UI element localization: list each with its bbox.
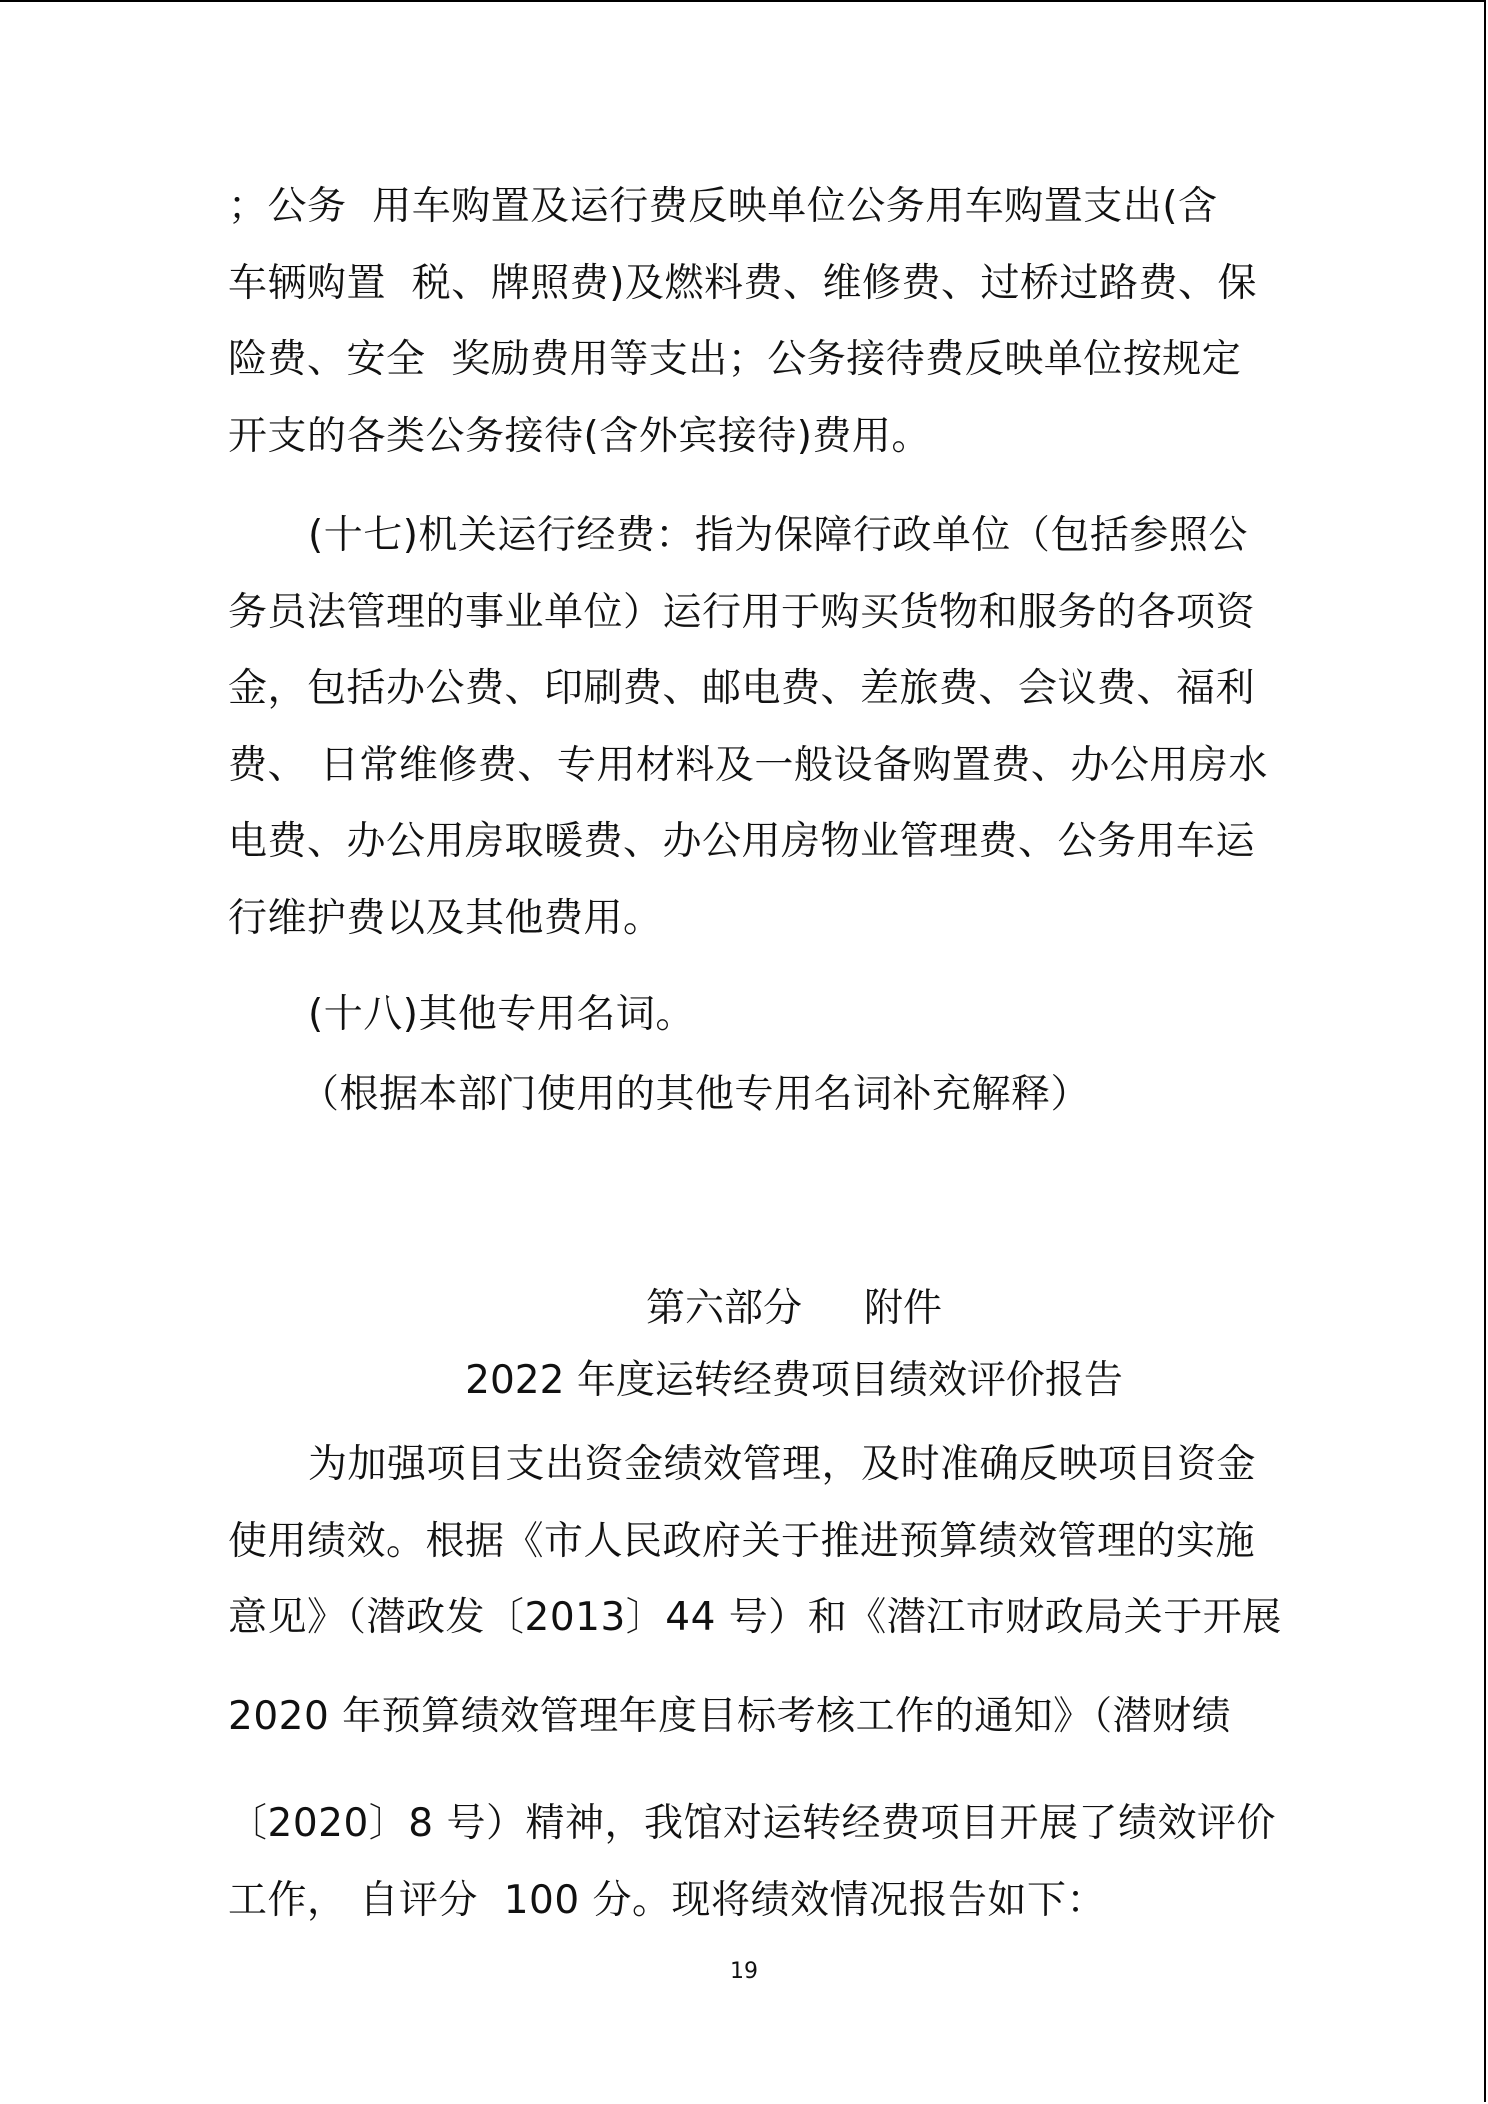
paragraph-line: （根据本部门使用的其他专用名词补充解释）: [300, 1072, 1091, 1117]
paragraph-line: ；公务 用车购置及运行费反映单位公务用车购置支出(含: [228, 184, 1218, 229]
paragraph-line: 开支的各类公务接待(含外宾接待)费用。: [228, 414, 931, 459]
paragraph-line: 行维护费以及其他费用。: [228, 896, 663, 941]
paragraph-line: (十七)机关运行经费：指为保障行政单位（包括参照公: [308, 513, 1248, 558]
paragraph-line: 电费、办公用房取暖费、办公用房物业管理费、公务用车运: [228, 819, 1256, 864]
section-heading: 第六部分 附件: [646, 1286, 942, 1331]
paragraph-line: 意见》（潜政发〔2013〕44 号）和《潜江市财政局关于开展: [228, 1595, 1282, 1640]
page-number: 19: [730, 1959, 758, 1984]
paragraph-line: 工作， 自评分 100 分。现将绩效情况报告如下：: [228, 1878, 1107, 1923]
paragraph-line: 务员法管理的事业单位）运行用于购买货物和服务的各项资: [228, 590, 1256, 635]
paragraph-line: 〔2020〕8 号）精神，我馆对运转经费项目开展了绩效评价: [228, 1801, 1276, 1846]
paragraph-line: 车辆购置 税、牌照费)及燃料费、维修费、过桥过路费、保: [228, 261, 1258, 306]
paragraph-line: 2020 年预算绩效管理年度目标考核工作的通知》（潜财绩: [228, 1694, 1232, 1739]
report-title: 2022 年度运转经费项目绩效评价报告: [465, 1358, 1123, 1403]
paragraph-line: (十八)其他专用名词。: [308, 992, 695, 1037]
paragraph-line: 费、 日常维修费、专用材料及一般设备购置费、办公用房水: [228, 743, 1268, 788]
paragraph-line: 险费、安全 奖励费用等支出；公务接待费反映单位按规定: [228, 337, 1242, 382]
paragraph-line: 使用绩效。根据《市人民政府关于推进预算绩效管理的实施: [228, 1519, 1256, 1564]
paragraph-line: 金，包括办公费、印刷费、邮电费、差旅费、会议费、福利: [228, 666, 1256, 711]
paragraph-line: 为加强项目支出资金绩效管理，及时准确反映项目资金: [308, 1442, 1257, 1487]
